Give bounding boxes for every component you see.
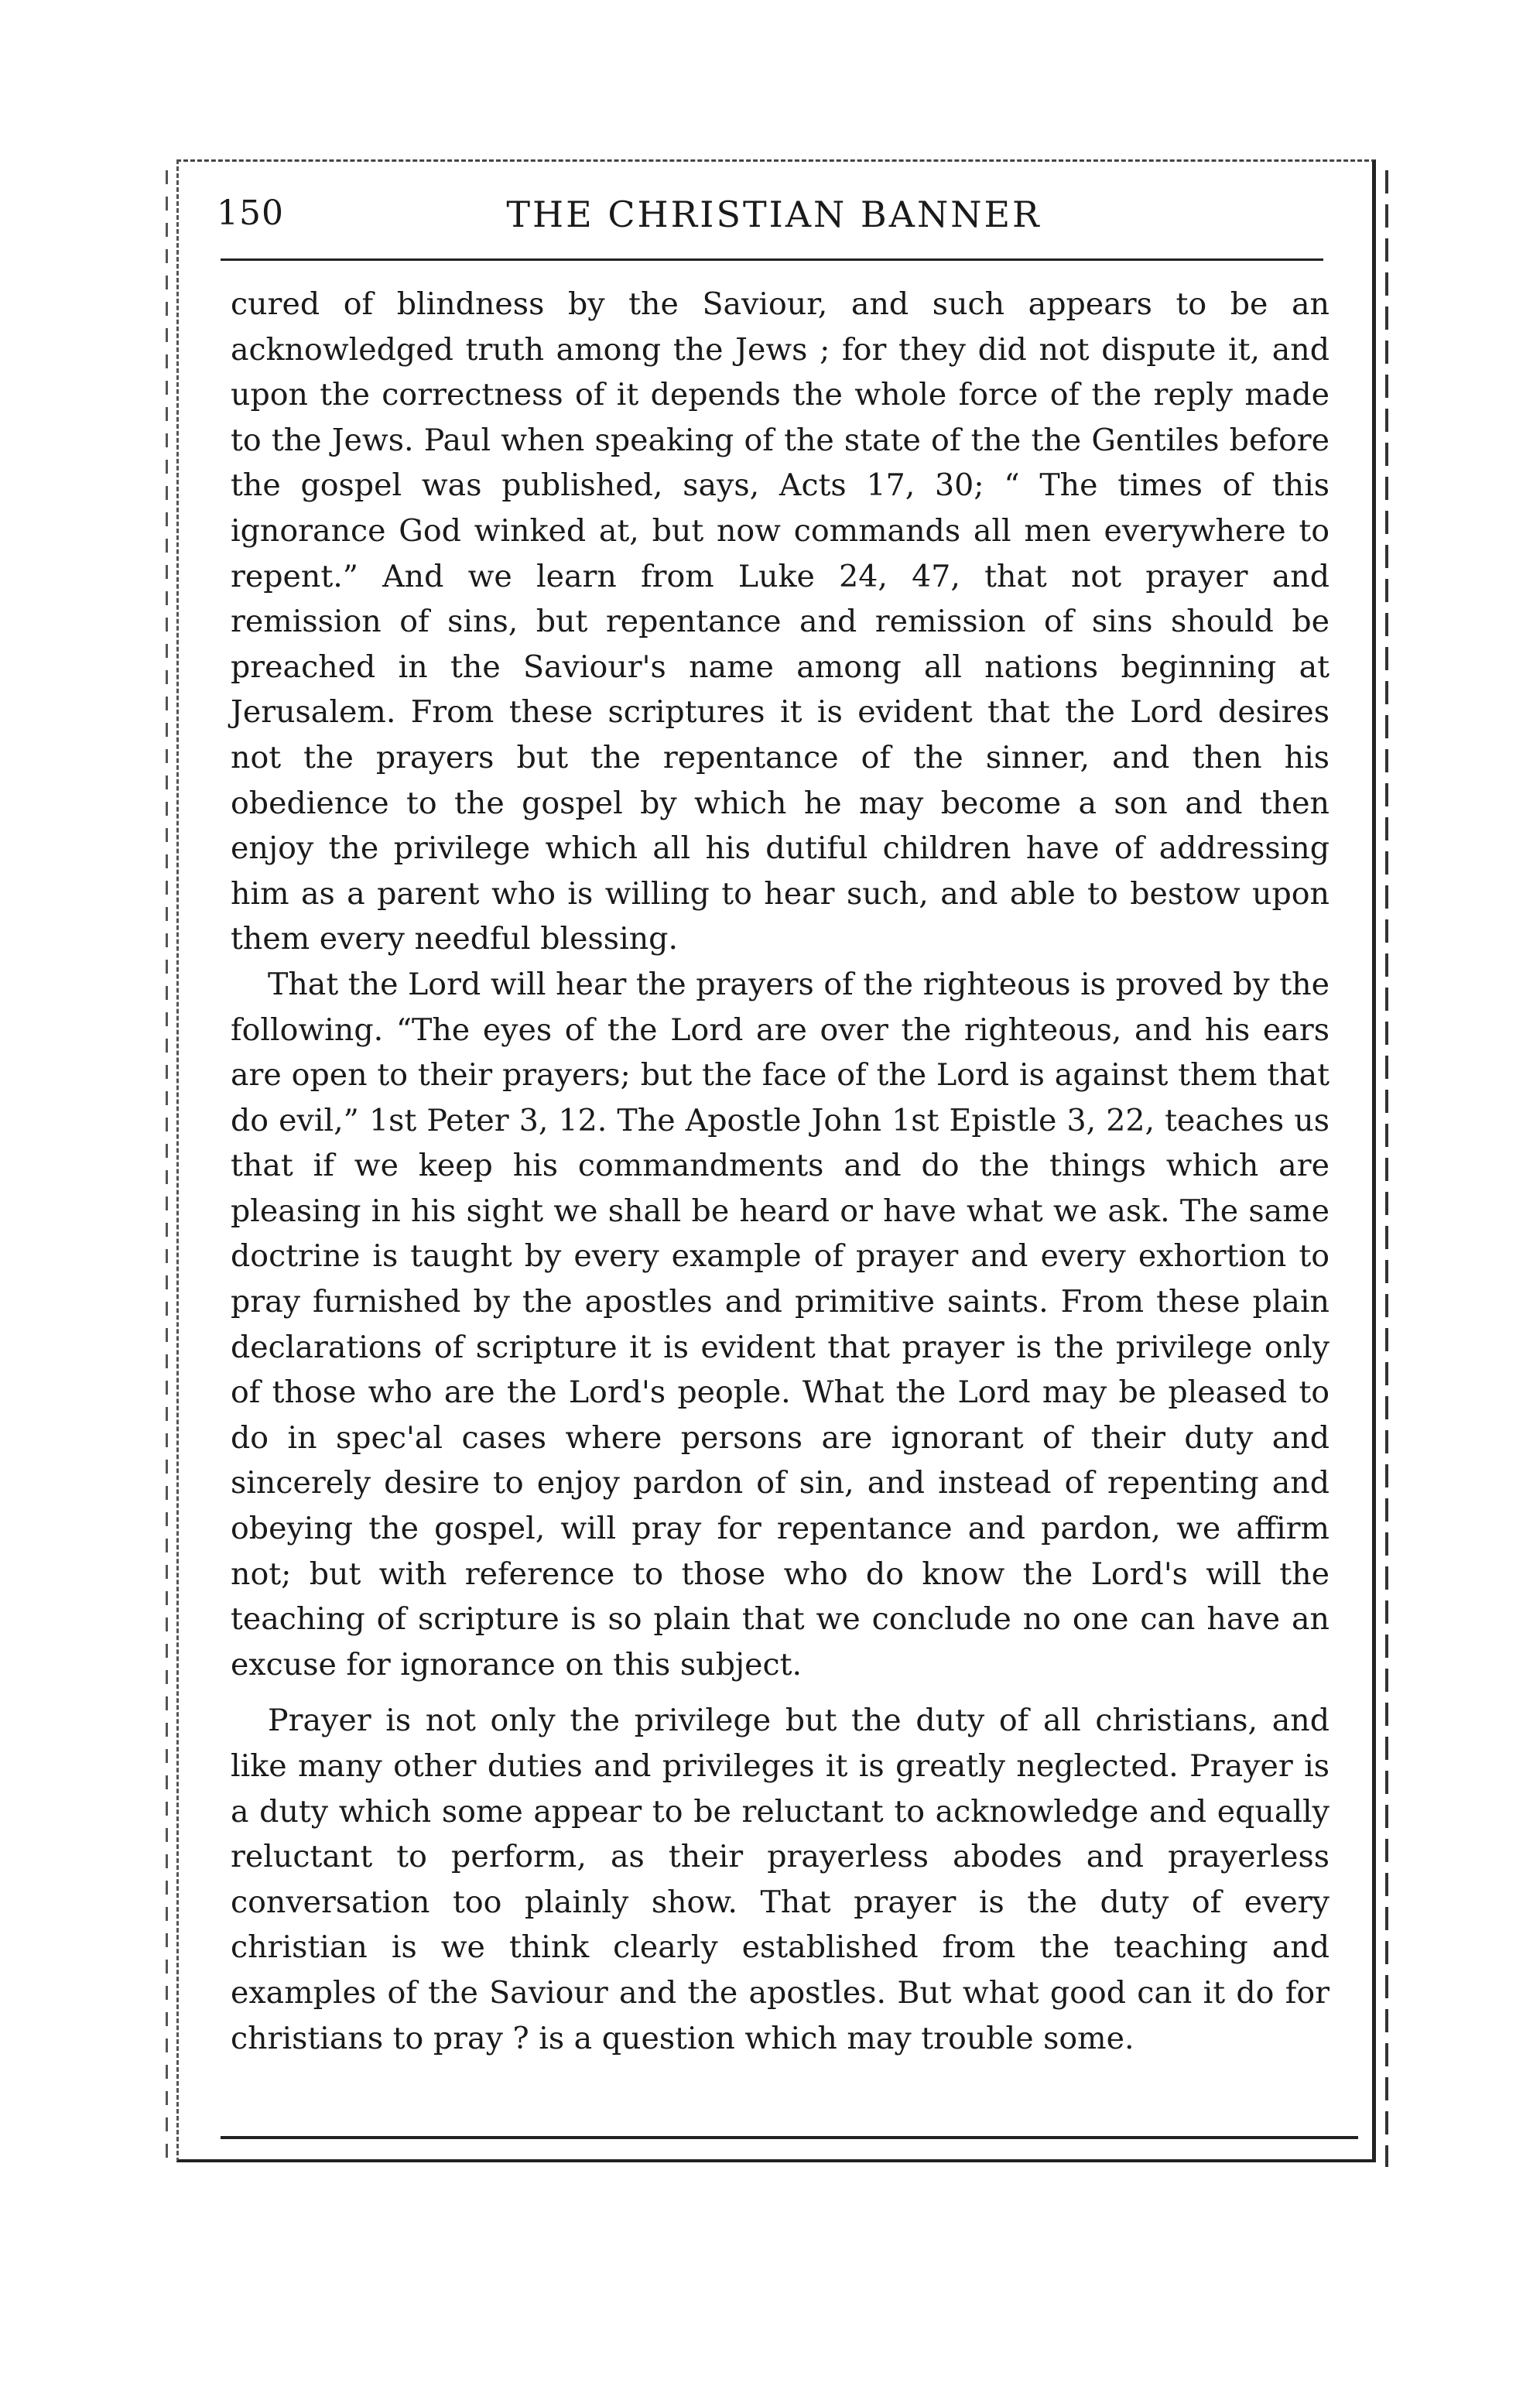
paragraph-righteous-prayers: That the Lord will hear the prayers of the righteous is proved by the following. “The eyes of the Lord are over the righteous, and his ears are open to their prayers; but the face of the Lord is against them that do evil,” 1st Peter 3, 12. The Apostle John 1st Epistle 3, 22, teaches us that if we keep his commandments and do the things which are pleasing in his sight we shall be heard or have what we ask. The same doctrine is taught by every example of prayer and every exhortion to pray furnished by the apostles and primitive saints. From these plain declarations of scripture it is evident that prayer is the privilege only of those who are the Lord's people. What the Lord may be pleased to do in spec'al cases where persons are ignorant of their duty and sincerely desire to enjoy pardon of sin, and instead of repenting and obeying the gospel, will pray for repentance and pardon, we affirm not; but with reference to those who do know the Lord's will the teaching of scripture is so plain that we conclude no one can have an excuse for ignorance on this subject. xyxy=(231,966,1330,1683)
outer-border-left xyxy=(166,170,168,2167)
page-number: 150 xyxy=(217,193,284,233)
outer-border-right xyxy=(1385,170,1388,2167)
paragraph-continued: cured of blindness by the Saviour, and such appears to be an acknowledged truth among the Jews ; for they did not dispute it, and upon the correctness of it depends the whole force of the reply made to the Jews. Paul when speaking of the state of the the Gentiles before the gospel was published, says, Acts 17, 30; “ The times of this ignorance God winked at, but now commands all men everywhere to repent.” And we learn from Luke 24, 47, that not prayer and remission of sins, but repentance and remission of sins should be preached in the Saviour's name among all nations beginning at Jerusalem. From these scriptures it is evident that the Lord desires not the prayers but the repentance of the sinner, and then his obedience to the gospel by which he may become a son and then enjoy the privilege which all his dutiful children have of addressing him as a parent who is willing to hear such, and able to bestow upon them every needful blessing. xyxy=(231,286,1330,957)
body-text xyxy=(231,282,1330,2061)
running-title: THE CHRISTIAN BANNER xyxy=(506,193,1042,235)
page-header xyxy=(217,186,1331,248)
paragraph-prayer-duty: Prayer is not only the privilege but the duty of all christians, and like many other duties and privileges it is greatly neglected. Prayer is a duty which some appear to be reluctant to acknowledge and equally reluctant to perform, as their prayerless abodes and prayerless conversation too plainly show. That prayer is the duty of every christian is we think clearly established from the teaching and examples of the Saviour and the apostles. But what good can it do for christians to pray ? is a question which may trouble some. xyxy=(231,1703,1330,2056)
bottom-rule xyxy=(221,2136,1358,2139)
header-rule xyxy=(221,258,1323,261)
